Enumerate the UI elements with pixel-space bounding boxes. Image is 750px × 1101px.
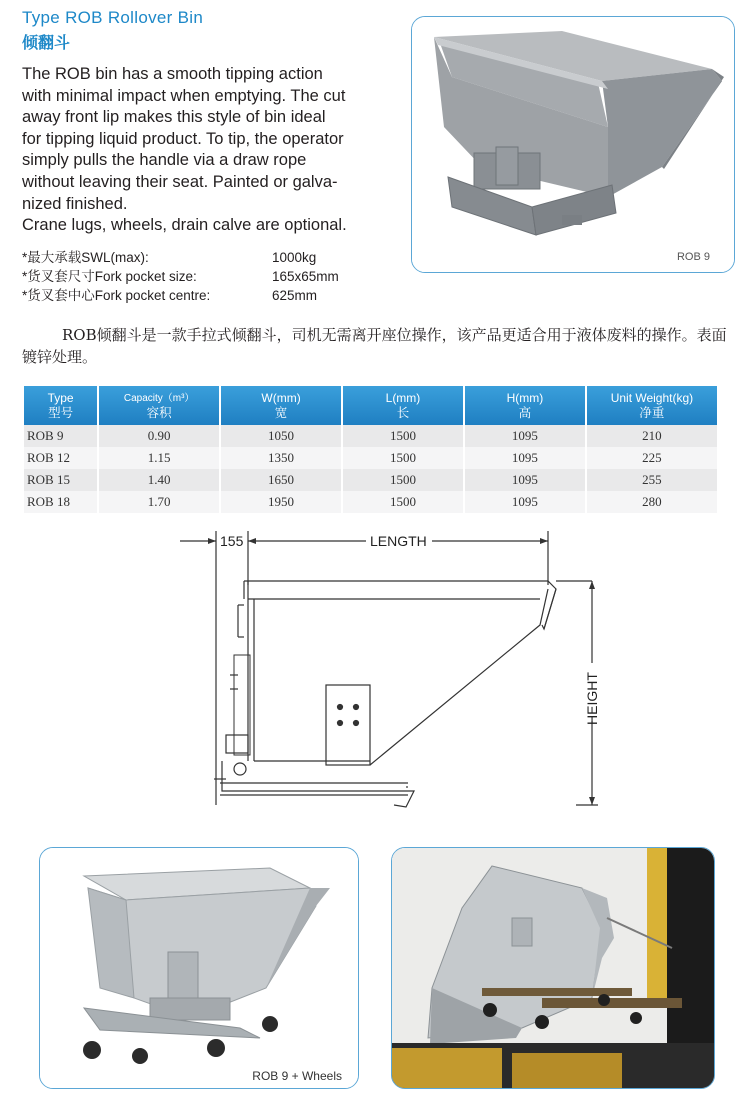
spec-value: 625mm <box>272 288 318 303</box>
cell-type: ROB 18 <box>24 491 97 513</box>
description <box>22 64 412 237</box>
product-photo-rob9-wheels <box>39 847 359 1089</box>
cell-type: ROB 12 <box>24 447 97 469</box>
description-line: simply pulls the handle via a draw rope <box>22 151 307 170</box>
description-line: for tipping liquid product. To tip, the operator <box>22 129 344 148</box>
product-photo-rob9 <box>411 16 735 273</box>
spec-value: 1000kg <box>272 250 317 265</box>
spec-row <box>22 249 317 268</box>
cell-height: 1095 <box>465 447 585 469</box>
cell-width: 1650 <box>221 469 341 491</box>
cell-width: 1950 <box>221 491 341 513</box>
cell-length: 1500 <box>343 491 463 513</box>
cell-capacity: 0.90 <box>99 425 219 447</box>
product-photo-tipping <box>391 847 715 1089</box>
spec-table <box>22 386 719 513</box>
photo-caption: ROB 9 <box>676 251 710 263</box>
spec-value: 165x65mm <box>272 269 339 284</box>
spec-list <box>22 249 339 306</box>
page-title: Type ROB Rollover Bin <box>22 8 204 27</box>
cell-capacity: 1.70 <box>99 491 219 513</box>
length-label: LENGTH <box>370 533 427 549</box>
page-title-cn: 倾翻斗 <box>22 35 71 52</box>
col-header-type: Type 型号 <box>24 386 97 425</box>
spec-label: *最大承载SWL(max): <box>22 250 149 265</box>
cell-type: ROB 9 <box>24 425 97 447</box>
cell-height: 1095 <box>465 425 585 447</box>
cell-height: 1095 <box>465 491 585 513</box>
table-row <box>24 425 717 447</box>
col-header-height: H(mm) 高 <box>465 386 585 425</box>
description-line: nized finished. <box>22 194 128 213</box>
cell-length: 1500 <box>343 469 463 491</box>
col-header-capacity: Capacity（m³） 容积 <box>99 386 219 425</box>
cell-length: 1500 <box>343 425 463 447</box>
cell-capacity: 1.15 <box>99 447 219 469</box>
cell-weight: 255 <box>587 469 717 491</box>
spec-row <box>22 287 318 306</box>
col-header-length: L(mm) 长 <box>343 386 463 425</box>
bin-illustration <box>412 17 734 272</box>
cell-length: 1500 <box>343 447 463 469</box>
photo-caption: ROB 9 + Wheels <box>252 1069 342 1083</box>
cell-type: ROB 15 <box>24 469 97 491</box>
technical-drawing <box>180 525 600 825</box>
table-row <box>24 491 717 513</box>
dim-155-label: 155 <box>220 533 244 549</box>
cell-weight: 210 <box>587 425 717 447</box>
cell-height: 1095 <box>465 469 585 491</box>
chinese-description: ROB倾翻斗是一款手拉式倾翻斗，司机无需离开座位操作，该产品更适合用于液体废料的操作。表面镀锌处理。 <box>22 326 727 366</box>
description-line: away front lip makes this style of bin ideal <box>22 108 326 127</box>
description-line: The ROB bin has a smooth tipping action <box>22 65 323 83</box>
description-line: without leaving their seat. Painted or galva- <box>22 172 338 191</box>
spec-label: *货叉套中心Fork pocket centre: <box>22 288 211 303</box>
col-header-width: W(mm) 宽 <box>221 386 341 425</box>
table-header-row <box>24 386 717 425</box>
description-line: with minimal impact when emptying. The cut <box>22 86 346 105</box>
height-label: HEIGHT <box>584 672 600 725</box>
col-header-weight: Unit Weight(kg) 净重 <box>587 386 717 425</box>
cell-weight: 225 <box>587 447 717 469</box>
spec-label: *货叉套尺寸Fork pocket size: <box>22 269 197 284</box>
spec-row <box>22 268 339 287</box>
cell-capacity: 1.40 <box>99 469 219 491</box>
cell-weight: 280 <box>587 491 717 513</box>
table-row <box>24 447 717 469</box>
cell-width: 1050 <box>221 425 341 447</box>
description-line: Crane lugs, wheels, drain calve are optional. <box>22 216 347 235</box>
cell-width: 1350 <box>221 447 341 469</box>
table-row <box>24 469 717 491</box>
